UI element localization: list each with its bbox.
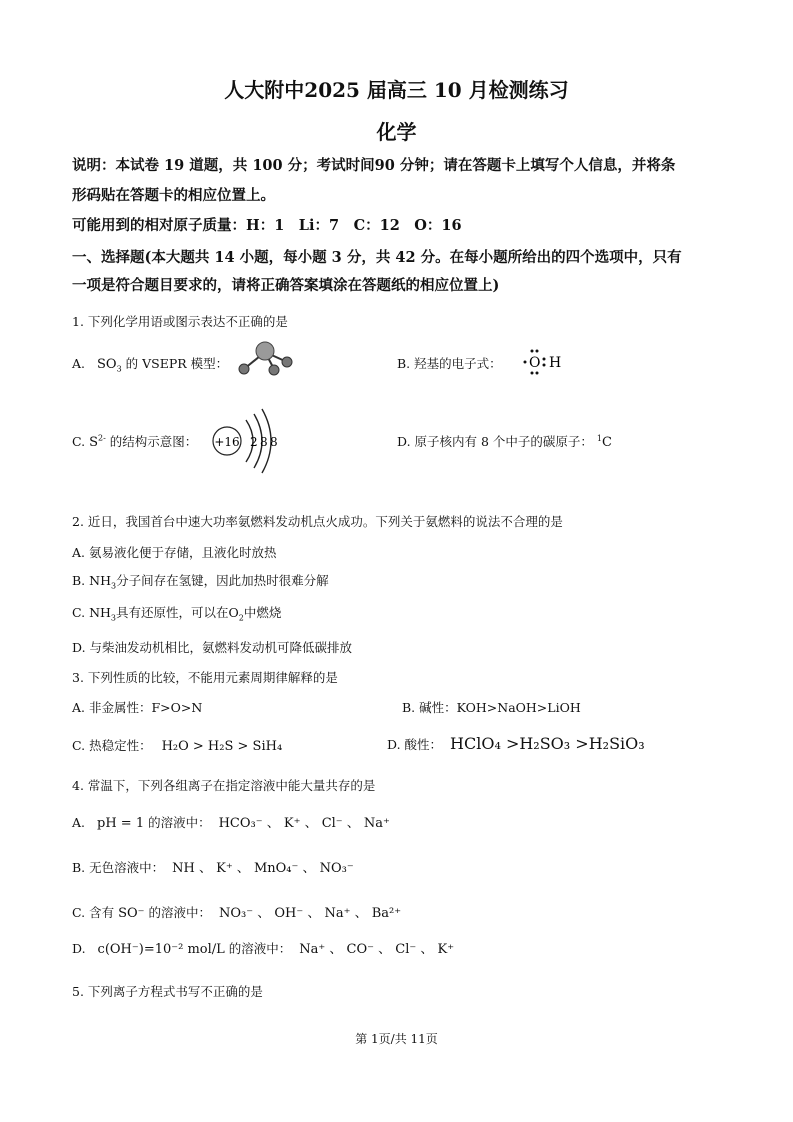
q3-option-a: A. 非金属性：F>O>N	[72, 700, 203, 715]
vsepr-model-figure	[232, 340, 296, 378]
q2-option-c: C. $NH_3$具有还原性，可以在$O_2$中燃烧	[72, 605, 282, 623]
q3-stem: 3. 下列性质的比较，不能用元素周期律解释的是	[72, 670, 338, 685]
q4-option-a: A. pH = 1 的溶液中： HCO₃⁻ 、 K⁺ 、 Cl⁻ 、 Na⁺	[72, 815, 390, 831]
q5-stem: 5. 下列离子方程式书写不正确的是	[72, 984, 263, 999]
q2-option-b: B. $NH_3$分子间存在氢键，因此加热时很难分解	[72, 573, 329, 591]
q1-option-a	[72, 354, 228, 374]
q4-option-c: C. 含有 SO⁻ 的溶液中： NO₃⁻ 、 OH⁻ 、 Na⁺ 、 Ba²⁺	[72, 905, 402, 921]
q4-c-ions: NO₃⁻ 、 OH⁻ 、 Na⁺ 、 Ba²⁺	[218, 906, 402, 921]
q3-option-d: D. 酸性： HClO₄ >H₂SO₃ >H₂SiO₃	[387, 734, 645, 753]
q4-a-ions: HCO₃⁻ 、 K⁺ 、 Cl⁻ 、 Na⁺	[218, 816, 390, 831]
q1-stem: 1. 下列化学用语或图示表达不正确的是	[72, 314, 288, 329]
q1-c-text: 的结构示意图：	[109, 434, 198, 449]
nucleus-charge: +16	[214, 435, 240, 449]
electron-formula-figure	[520, 348, 570, 376]
page-title: 人大附中2025 届高三 10 月检测练习	[224, 78, 569, 102]
instructions-line-2: 形码贴在答题卡的相应位置上。	[72, 187, 275, 204]
q1-c-ion: $S^{2-}$	[89, 433, 106, 450]
section-heading-line-2: 一项是符合题目要求的，请将正确答案填涂在答题纸的相应位置上)	[72, 277, 500, 294]
instructions-line-1: 说明：本试卷 19 道题，共 100 分；考试时间90 分钟；请在答题卡上填写个人信息，并将条	[72, 157, 676, 174]
q1-d-mass: 1	[596, 433, 603, 443]
q3-option-b: B. 碱性：KOH>NaOH>LiOH	[402, 700, 581, 715]
q3-option-c: C. 热稳定性： H₂O > H₂S > SiH₄	[72, 738, 283, 754]
q4-option-d: D. c(OH⁻)=10⁻² mol/L 的溶液中： Na⁺ 、 CO⁻ 、 Cl⁻ 、 K⁺	[72, 941, 455, 957]
atomic-masses: 可能用到的相对原子质量：H：1 Li：7 C：12 O：16	[72, 217, 462, 234]
q2-stem: 2. 近日，我国首台中速大功率氨燃料发动机点火成功。下列关于氨燃料的说法不合理的是	[72, 514, 563, 529]
q2-option-d: D. 与柴油发动机相比，氨燃料发动机可降低碳排放	[72, 640, 353, 655]
q1-option-b	[397, 354, 502, 372]
shell-2-electrons: 8	[260, 435, 268, 449]
q1-option-c	[72, 432, 197, 450]
q4-d-ions: Na⁺ 、 CO⁻ 、 Cl⁻ 、 K⁺	[299, 942, 455, 957]
section-heading-line-1: 一、选择题(本大题共 14 小题，每小题 3 分，共 42 分。在每小题所给出的四个选项中，只有	[72, 249, 682, 266]
q3-d-formula: HClO₄ >H₂SO₃ >H₂SiO₃	[450, 734, 645, 753]
subject-title: 化学	[376, 120, 417, 144]
electron-formula-o: O	[529, 355, 541, 371]
q4-b-ions: NH 、 K⁺ 、 MnO₄⁻ 、 NO₃⁻	[172, 861, 354, 876]
q1-d-text: D. 原子核内有 8 个中子的碳原子：	[397, 434, 593, 449]
atom-structure-figure	[210, 406, 285, 476]
q3-c-formula: H₂O > H₂S > SiH₄	[161, 739, 283, 754]
q1-b-text: B. 羟基的电子式：	[397, 356, 502, 371]
q1-a-text: 的 VSEPR 模型：	[125, 356, 229, 371]
page-footer: 第 1页/共 11页	[355, 1032, 438, 1046]
electron-formula-h: H	[549, 355, 562, 371]
q2-option-a: A. 氨易液化便于存储，且液化时放热	[72, 545, 277, 560]
q1-c-prefix: C.	[72, 434, 86, 449]
q4-stem: 4. 常温下，下列各组离子在指定溶液中能大量共存的是	[72, 778, 376, 793]
shell-1-electrons: 2	[250, 435, 258, 449]
q1-a-formula: $SO_3$	[97, 357, 122, 374]
q1-d-symbol: C	[602, 435, 612, 450]
q1-option-d	[397, 432, 612, 450]
shell-3-electrons: 8	[270, 435, 278, 449]
q1-a-prefix: A.	[72, 356, 86, 371]
q4-option-b: B. 无色溶液中： NH 、 K⁺ 、 MnO₄⁻ 、 NO₃⁻	[72, 860, 354, 876]
